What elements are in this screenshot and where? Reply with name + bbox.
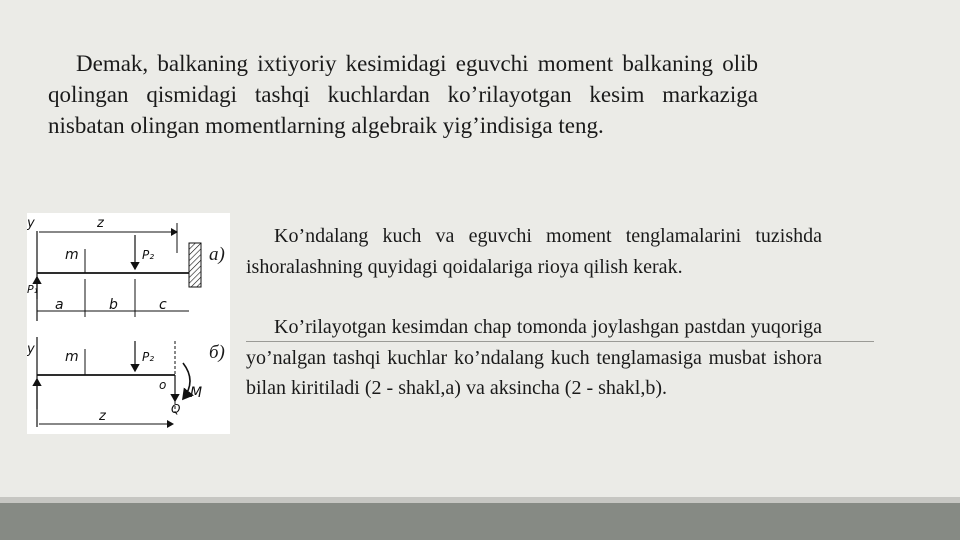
sign-rule-paragraph: Ko’ndalang kuch va eguvchi moment tenglamalarini tuzishda ishoralashning quyidagi qoidalariga rioya qilish kerak. [246,225,822,278]
diagram-a [27,216,201,321]
segment-b-label: b [109,297,118,313]
caption-b: б) [209,342,225,363]
segment-a-label: a [55,297,64,313]
diagram-a-p1-label: P₁ [27,283,39,296]
diagram-a-z-label: z [97,216,104,231]
footer-band [0,503,960,540]
segment-c-label: c [159,297,167,313]
diagram-b-moment-label: M [190,385,203,401]
diagram-b-z-label: z [99,409,106,424]
diagram-a-load-label: P₂ [142,248,155,262]
diagram-b-m-label: m [65,349,79,365]
beam-diagram-figure [27,213,230,434]
moment-arrow [183,363,190,399]
diagram-b-shear-label: Q [171,402,181,416]
fixed-support-wall [189,243,201,287]
sign-convention-paragraph: Ko’rilayotgan kesimdan chap tomonda joylashgan pastdan yuqoriga yo’nalgan tashqi kuchlar ko’ndalang kuch tenglamasiga musbat ishora bilan kiritiladi (2 - shakl,a) va aksincha (2 - shakl,b). [246,316,822,399]
diagram-b-y-label: y [27,342,35,357]
diagram-b-load-label: P₂ [142,350,155,364]
diagram-b [27,337,202,427]
caption-a: a) [209,244,225,265]
intro-paragraph: Demak, balkaning ixtiyoriy kesimidagi eguvchi moment balkaning olib qolingan qismidagi tashqi kuchlardan ko’rilayotgan kesim markaziga nisbatan olingan momentlarning algebraik yig’indisiga teng. [48,51,758,138]
diagram-a-y-label: y [27,216,35,231]
diagram-b-o-label: o [159,378,167,392]
diagram-a-m-label: m [65,247,79,263]
